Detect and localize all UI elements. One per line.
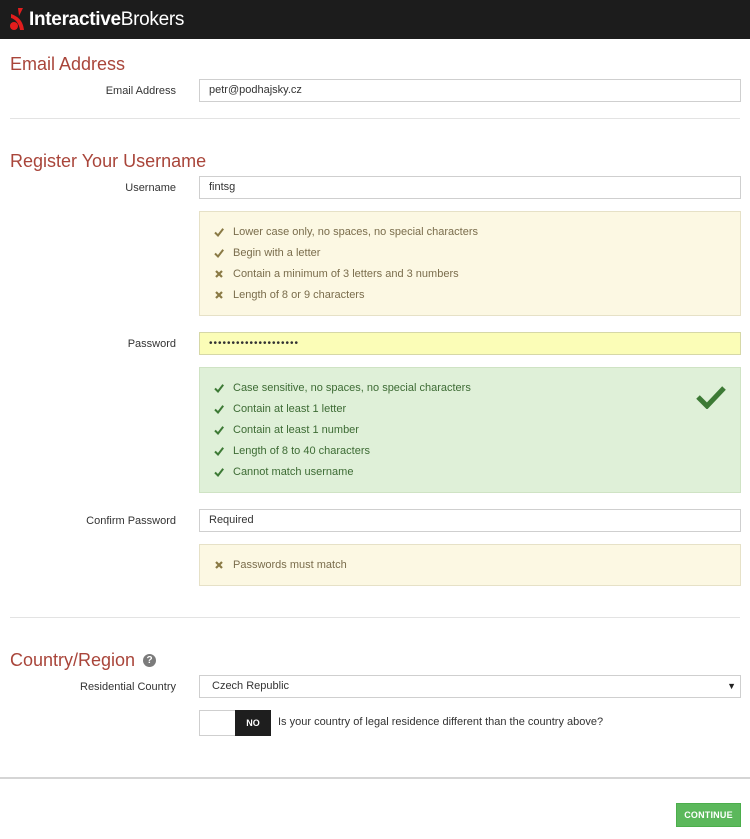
rule-item [214, 444, 370, 458]
x-icon [214, 290, 224, 300]
check-icon [214, 227, 224, 237]
password-rules-panel [199, 367, 741, 493]
rule-item [214, 246, 320, 260]
check-icon [214, 404, 224, 414]
password-input[interactable]: •••••••••••••••••••• [199, 332, 741, 355]
residential-country-select[interactable] [199, 675, 741, 698]
divider [10, 118, 740, 119]
rule-item [214, 267, 459, 281]
rule-text: Lower case only, no spaces, no special characters [233, 226, 478, 238]
rule-item [214, 558, 347, 572]
email-label: Email Address [105, 85, 176, 97]
rule-text: Case sensitive, no spaces, no special characters [233, 382, 471, 394]
check-icon [214, 446, 224, 456]
residence-toggle[interactable] [199, 710, 271, 736]
check-icon [214, 425, 224, 435]
large-check-icon [696, 385, 726, 409]
rule-item [214, 288, 364, 302]
x-icon [214, 560, 224, 570]
rule-text: Passwords must match [233, 559, 347, 571]
rule-item [214, 225, 478, 239]
check-icon [214, 248, 224, 258]
confirm-password-input[interactable]: Required [199, 509, 741, 532]
brand-name: InteractiveBrokers [29, 9, 185, 30]
country-section-title: Country/Region [10, 650, 136, 670]
rule-text: Cannot match username [233, 466, 354, 478]
rule-text: Length of 8 to 40 characters [233, 445, 370, 457]
toggle-knob: NO [235, 710, 271, 736]
question-circle-icon[interactable]: ? [143, 654, 156, 667]
rule-text: Contain a minimum of 3 letters and 3 numbers [233, 268, 459, 280]
select-value: Czech Republic [212, 680, 290, 692]
continue-button[interactable]: CONTINUE [676, 803, 741, 827]
check-icon [214, 383, 224, 393]
divider [10, 617, 740, 618]
ib-logo [9, 8, 184, 32]
rule-text: Contain at least 1 number [233, 424, 359, 436]
footer-divider [0, 777, 750, 779]
check-icon [214, 467, 224, 477]
confirm-rules-panel [199, 544, 741, 586]
username-label: Username [125, 182, 176, 194]
email-section-title: Email Address [10, 54, 126, 74]
username-input[interactable]: fintsg [199, 176, 741, 199]
residential-country-label: Residential Country [80, 681, 176, 693]
rule-item [214, 402, 346, 416]
confirm-password-label: Confirm Password [86, 515, 176, 527]
rule-item [214, 381, 471, 395]
username-section-title: Register Your Username [10, 151, 207, 171]
top-bar [0, 0, 750, 39]
toggle-question: Is your country of legal residence different than the country above? [278, 716, 604, 728]
email-field[interactable]: petr@podhajsky.cz [199, 79, 741, 102]
rule-text: Length of 8 or 9 characters [233, 289, 365, 301]
rule-item [214, 423, 359, 437]
ib-logo-mark-icon [9, 8, 27, 32]
rule-item [214, 465, 353, 479]
x-icon [214, 269, 224, 279]
caret-down-icon: ▼ [727, 681, 736, 691]
rule-text: Contain at least 1 letter [233, 403, 347, 415]
password-label: Password [127, 338, 176, 350]
username-rules-panel [199, 211, 741, 316]
rule-text: Begin with a letter [233, 247, 321, 259]
